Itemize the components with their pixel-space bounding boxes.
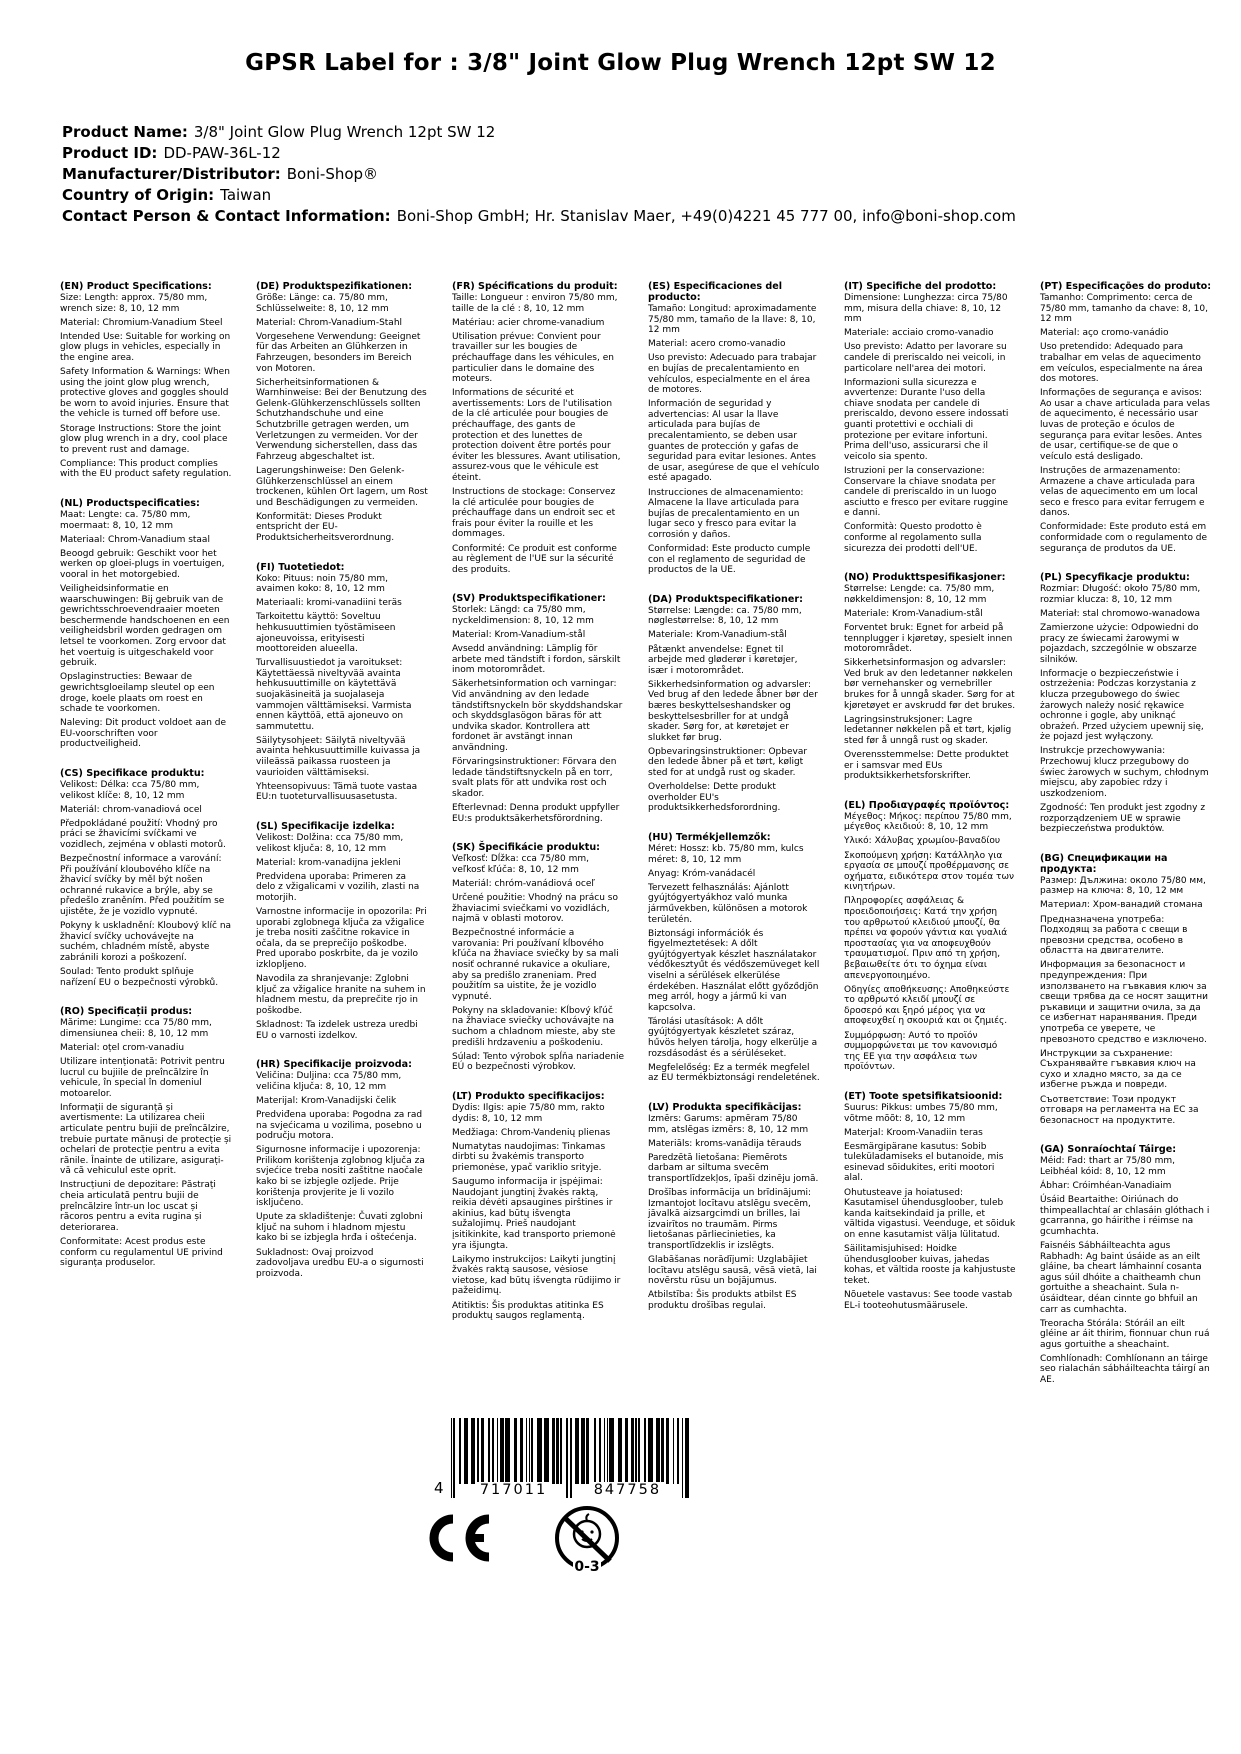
language-block-paragraph: Material: krom-vanadijna jekleni [256,857,401,868]
language-block-paragraph: Overensstemmelse: Dette produktet er i samsvar med EUs produktsikkerhetsforskrifter. [844,749,1009,782]
barcode-left-group: 717011 [477,1482,550,1498]
language-block-en [60,281,232,480]
spec-column [256,281,428,1297]
language-block-paragraph: Instructions de stockage: Conservez la clé articulée pour bougies de préchauffage dans un endroit sec et frais pour éviter la rouille et les dommages. [452,487,616,540]
language-block-paragraph: Naleving: Dit product voldoet aan de EU-voorschriften voor productveiligheid. [60,718,227,750]
language-block-el [844,800,1016,1073]
product-info-row [62,185,1241,206]
language-block-paragraph: Intended Use: Suitable for working on glow plugs in vehicles, especially in the engine area. [60,331,231,363]
product-info-value: Boni-Shop GmbH; Hr. Stanislav Maer, +49(0)4221 45 777 00, info@boni-shop.com [396,207,1016,225]
language-block-paragraph: Faisnéis Sábháilteachta agus Rabhadh: Ag baint úsáide as an eilt gláine, ba cheart lámhainní cosanta agus súil dhóite a chaitheamh chun gortuithe a sheachaint. Sula n-úsáidtear, déan cinnte go bhfuil an carr as cumhachta. [1040,1240,1202,1315]
product-info-section [62,122,1241,227]
language-block-paragraph: Información de seguridad y advertencias: Al usar la llave articulada para bujías de precalentamiento, se deben usar guantes de protección y gafas de seguridad para evitar lesiones. Antes de usar, asegúrese de que el vehículo esté apagado. [648,399,820,484]
language-block-paragraph: Zgodność: Ten produkt jest zgodny z rozporządzeniem UE w sprawie bezpieczeństwa produktów. [1040,802,1206,835]
language-block-paragraph: Atbilstība: Šis produkts atbilst ES produktu drošības regulai. [648,1290,797,1311]
language-block-paragraph: Instrucciones de almacenamiento: Almacene la llave articulada para bujías de precalentamiento en un lugar seco y fresco para evitar la corrosión y daños. [648,487,804,540]
language-block-heading: (DA) Produktspecifikationer: [648,593,803,605]
barcode-right-group: 847758 [591,1482,664,1498]
language-block-paragraph: Laikymo instrukcijos: Laikyti jungtinį žvakės raktą sausose, vėsiose vietose, kad būtų išvengta rūdijimo ir pažeidimų. [452,1254,621,1297]
language-block-paragraph: Predviđena uporaba: Pogodna za rad na svjećicama u vozilima, posebno u području motora. [256,1109,423,1142]
language-block-paragraph: Efterlevnad: Denna produkt uppfyller EU:s produktsäkerhetsförordning. [452,802,620,824]
language-block-paragraph: Material: Krom-Vanadium-stål [452,630,586,641]
language-block-paragraph: Bezpečnostné informácie a varovania: Pri používaní kĺbového kľúča na žhaviace sviečky by sa mali nosiť ochranné rukavice a okuliare, aby sa predišlo zraneniam. Pred použitím sa uistite, že je vozidlo vypnuté. [452,928,619,1002]
language-block-paragraph: Pokyny k uskladnění: Kloubový klíč na žhavicí svíčky uchovávejte na suchém, chladném místě, abyste zabránili korozi a poškození. [60,921,232,963]
language-block-paragraph: Πληροφορίες ασφάλειας & προειδοποιήσεις: Κατά την χρήση του αρθρωτού κλειδιού μπουζί, θα πρέπει να φορούν γάντια και γυαλιά προστασίας για να αποφευχθούν τραυματισμοί. Πριν από τη χρήση, βεβαιωθείτε ότι το όχημα είναι απενεργοποιημένο. [844,896,1008,981]
language-specs-grid [60,281,1241,1404]
language-block-heading: (EL) Προδιαγραφές προϊόντος: [844,799,1010,811]
language-block-paragraph: Ábhar: Cróimhéan-Vanadiaim [1040,1180,1172,1191]
language-block-paragraph: Tervezett felhasználás: Ajánlott gyújtógyertyákhoz való munka járművekben, különösen a motorok területén. [648,882,808,925]
language-block-paragraph: Určené použitie: Vhodný na prácu so žhaviacimi sviečkami vo vozidlách, najmä v oblasti motorov. [452,892,618,925]
language-block-lt [452,1091,624,1322]
spec-column [60,281,232,1287]
language-block-heading: (GA) Sonraíochtaí Táirge: [1040,1144,1177,1156]
language-block-paragraph: Dydis: Ilgis: apie 75/80 mm, rakto dydis: 8, 10, 12 mm [452,1102,605,1124]
language-block-paragraph: Säilytysohjeet: Säilytä niveltyvää avainta hehkusuuttimille kuivassa ja viileässä paikassa ruosteen ja vaurioiden välttämiseksi. [256,735,421,778]
language-block-heading: (ET) Toote spetsifikatsioonid: [844,1090,1003,1102]
language-block-paragraph: Materjal: Kroom-Vanadiin teras [844,1127,983,1138]
language-block-paragraph: Avsedd användning: Lämplig för arbete med tändstift i fordon, särskilt inom motorområdet. [452,644,621,676]
language-block-paragraph: Mărime: Lungime: cca 75/80 mm, dimensiunea cheii: 8, 10, 12 mm [60,1018,212,1039]
language-block-paragraph: Matériau: acier chrome-vanadium [452,317,605,328]
language-block-paragraph: Sikkerhetsinformasjon og advarsler: Ved bruk av den ledetanner nøkkelen bør vernehansker og vernebriller brukes for å unngå skader. Sørg for at kjøretøyet er avskrudd før det brukes. [844,658,1016,711]
language-block-lv [648,1102,820,1312]
language-block-paragraph: Sicherheitsinformationen & Warnhinweise: Bei der Benutzung des Gelenk-Glühkerzenschlüssels sollten Schutzhandschuhe und eine Schutzbrille getragen werden, um Verletzungen zu vermeiden. Vor der Verwendung sicherstellen, dass das Fahrzeug abgeschaltet ist. [256,377,427,462]
language-block-paragraph: Velikost: Délka: cca 75/80 mm, velikost klíče: 8, 10, 12 mm [60,779,200,801]
language-block-ga [1040,1144,1212,1385]
language-block-paragraph: Bezpečnostní informace a varování: Při používání kloubového klíče na žhavicí svíčky by měl být nošen ochranné rukavice a brýle, aby se předešlo zraněním. Před použitím se ujistěte, že je vozidlo vypnuté. [60,854,225,917]
language-block-paragraph: Veiligheidsinformatie en waarschuwingen: Bij gebruik van de gewrichtsschroevendraaier moeten beschermende handschoenen en een veiligheidsbril worden gedragen om letsel te voorkomen. Zorg ervoor dat het voertuig is uitgeschakeld voor gebruik. [60,584,230,669]
language-block-paragraph: Eesmärgipärane kasutus: Sobib tuleküladamiseks el butanoide, mis esinevad sõidukites, eriti mootori alal. [844,1141,1004,1184]
language-block-paragraph: Lagerungshinweise: Den Gelenk-Glühkerzenschlüssel an einem trockenen, kühlen Ort lagern, um Rost und Beschädigungen zu vermeiden. [256,465,428,508]
language-block-heading: (RO) Specificații produs: [60,1006,193,1018]
language-block-paragraph: Material: Chrom-Vanadium-Stahl [256,317,403,328]
language-block-heading: (NL) Productspecificaties: [60,498,200,509]
language-block-paragraph: Materiale: acciaio cromo-vanadio [844,328,994,339]
age-warning-icon [552,1498,622,1598]
language-block-paragraph: Säilitamisjuhised: Hoidke ühendusgloober kuivas, jahedas kohas, et vältida rooste ja kahjustuste teket. [844,1244,1016,1286]
language-block-paragraph: Lagringsinstruksjoner: Lagre ledetanner nøkkelen på et tørt, kjølig sted før å unngå rust og skader. [844,714,1012,746]
language-block-hr [256,1059,428,1279]
language-block-heading: (HR) Specifikacije proizvoda: [256,1059,412,1071]
age-warning-label: 0-3 [574,1559,600,1575]
language-block-paragraph: Informações de segurança e avisos: Ao usar a chave articulada para velas de aquecimento, é necessário usar luvas de proteção e óculos de segurança para evitar lesões. Antes de usar, certifique-se de que o veículo está desligado. [1040,388,1210,462]
language-block-paragraph: Soulad: Tento produkt splňuje nařízení EU o bezpečnosti výrobků. [60,966,219,988]
product-info-row [62,206,1241,227]
language-block-paragraph: Instrucțiuni de depozitare: Păstrați cheia articulată pentru bujii de preîncălzire într-un loc uscat și răcoros pentru a evita rugina și deteriorarea. [60,1180,216,1233]
language-block-paragraph: Istruzioni per la conservazione: Conservare la chiave snodata per candele di preriscaldo in un luogo asciutto e fresco per evitare ruggine e danni. [844,465,1009,519]
language-block-hu [648,832,820,1084]
language-block-paragraph: Materiaali: kromi-vanadiini teräs [256,598,402,609]
spec-column [648,281,820,1330]
language-block-paragraph: Varnostne informacije in opozorila: Pri uporabi zglobnega ključa za vžigalice je treba nositi zaščitne rokavice in očala, da se preprečijo poškodbe. Pred uporabo poskrbite, da je vozilo izklopljeno. [256,907,427,970]
language-block-heading: (EN) Product Specifications: [60,281,212,292]
language-block-heading: (NO) Produkttspesifikasjoner: [844,572,1006,584]
language-block-paragraph: Conformité: Ce produit est conforme au règlement de l'UE sur la sécurité des produits. [452,543,617,575]
language-block-paragraph: Overholdelse: Dette produkt overholder EU's produktsikkerhedsforordning. [648,782,781,814]
product-info-label: Country of Origin: [62,186,215,204]
language-block-paragraph: Veľkosť: Dĺžka: cca 75/80 mm, veľkosť kľúča: 8, 10, 12 mm [452,854,589,875]
product-info-value: Taiwan [220,186,272,204]
language-block-heading: (FR) Spécifications du produit: [452,281,618,292]
language-block-paragraph: Sukladnost: Ovaj proizvod zadovoljava uredbu EU-a o sigurnosti proizvoda. [256,1247,424,1279]
language-block-cs [60,768,232,988]
language-block-paragraph: Opbevaringsinstruktioner: Opbevar den ledede åbner på et tørt, køligt sted for at undgå rust og skader. [648,746,808,779]
language-block-heading: (DE) Produktspezifikationen: [256,281,413,292]
language-block-paragraph: Informații de siguranță și avertismente: La utilizarea cheii articulate pentru bujii de preîncălzire, trebuie purtate mănuși de protecție și ochelari de protecție pentru a evita rănile. Înainte de utilizare, asigurați-vă că vehiculul este oprit. [60,1102,232,1177]
language-block-paragraph: Tarkoitettu käyttö: Soveltuu hehkusuuttimien työstämiseen ajoneuvoissa, erityisesti moottoreiden alueella. [256,612,396,655]
language-block-paragraph: Size: Length: approx. 75/80 mm, wrench size: 8, 10, 12 mm [60,293,208,314]
language-block-paragraph: Ohutusteave ja hoiatused: Kasutamisel ühendusgloober, tuleb kanda kaitsekindaid ja prille, et vältida vigastusi. Veenduge, et sõiduk on enne kasutamist välja lülitatud. [844,1187,1016,1240]
language-block-heading: (SL) Specifikacije izdelka: [256,820,395,832]
language-block-paragraph: Materiale: Krom-Vanadium-stål [844,608,983,619]
language-block-paragraph: Konformität: Dieses Produkt entspricht der EU-Produktsicherheitsverordnung. [256,511,395,543]
language-block-paragraph: Koko: Pituus: noin 75/80 mm, avaimen koko: 8, 10, 12 mm [256,573,388,595]
language-block-paragraph: Материал: Хром-ванадий стомана [1040,900,1203,911]
product-info-value: Boni-Shop® [286,165,379,183]
language-block-heading: (LV) Produkta specifikācijas: [648,1101,802,1113]
language-block-ro [60,1006,232,1269]
language-block-heading: (ES) Especificaciones del producto: [648,281,783,303]
language-block-paragraph: Saugumo informacija ir įspėjimai: Naudojant jungtinį žvakės raktą, reikia dėvėti apsaugines pirštines ir akinius, kad būtų išvengta sužalojimų. Prieš naudojant įsitikinkite, kad transporto priemonė yra išjungta. [452,1176,616,1251]
language-block-paragraph: Dimensione: Lunghezza: circa 75/80 mm, misura della chiave: 8, 10, 12 mm [844,293,1008,325]
language-block-paragraph: Beoogd gebruik: Geschikt voor het werken op gloei-plugs in voertuigen, vooral in het motorgebied. [60,548,225,580]
language-block-paragraph: Materijal: Krom-Vanadijski čelik [256,1095,397,1106]
language-block-paragraph: Biztonsági információk és figyelmeztetések: A dőlt gyújtógyertyak készlet használatakor védőkesztyűt és védőszemüveget kell viselni a sérülések elkerülése érdekében. Használat előtt győződjön meg arról, hogy a jármű ki van kapcsolva. [648,928,820,1013]
language-block-paragraph: Súlad: Tento výrobok spĺňa nariadenie EÚ o bezpečnosti výrobkov. [452,1051,625,1073]
language-block-paragraph: Påtænkt anvendelse: Egnet til arbejde med gløderør i køretøjer, især i motorområdet. [648,644,798,676]
language-block-paragraph: Anyag: Króm-vanádacél [648,868,756,879]
language-block-paragraph: Skladnost: Ta izdelek ustreza uredbi EU o varnosti izdelkov. [256,1019,418,1041]
language-block-pt [1040,281,1212,554]
language-block-paragraph: Materiāls: kroms-vanādija tērauds [648,1138,802,1149]
language-block-paragraph: Materiaal: Chrom-Vanadium staal [60,534,210,545]
language-block-paragraph: Pokyny na skladovanie: Kĺbový kľúč na žhaviace sviečky uchovávajte na suchom a chladnom mieste, aby ste predišli hrdzaveniu a poškodeniu. [452,1005,616,1048]
language-block-paragraph: Taille: Longueur : environ 75/80 mm, taille de la clé : 8, 10, 12 mm [452,293,618,314]
language-block-paragraph: Zamierzone użycie: Odpowiedni do pracy ze świecami żarowymi w pojazdach, szczególnie w obszarze silników. [1040,622,1199,665]
language-block-paragraph: Opslaginstructies: Bewaar de gewrichtsgloeilamp sleutel op een droge, koele plaats om roest en schade te voorkomen. [60,672,215,715]
language-block-paragraph: Úsáid Beartaithe: Oiriúnach do thimpeallachtaí ar chlasáin glóthach i gcarranna, go háirithe i réimse na gcumhachta. [1040,1195,1210,1237]
language-block-paragraph: Treoracha Stórála: Stóráil an eilt gléine ar áit thirim, fionnuar chun ruá agus gortuithe a sheachaint. [1040,1318,1210,1350]
language-block-paragraph: Material: oțel crom-vanadiu [60,1042,185,1053]
product-info-row [62,143,1241,164]
language-block-paragraph: Størrelse: Lengde: ca. 75/80 mm, nøkkeldimensjon: 8, 10, 12 mm [844,584,995,605]
product-info-value: 3/8" Joint Glow Plug Wrench 12pt SW 12 [193,123,496,141]
spec-column [452,281,624,1340]
language-block-paragraph: Megfelelőség: Ez a termék megfelel az EU termékbiztonsági rendeletének. [648,1062,820,1084]
language-block-paragraph: Forventet bruk: Egnet for arbeid på tennplugger i kjøretøy, spesielt innen motorområdet. [844,622,1013,655]
language-block-paragraph: Materiál: chróm-vanádiová oceľ [452,878,595,889]
language-block-fi [256,562,428,803]
language-block-paragraph: Předpokládané použití: Vhodný pro práci se žhavicími svíčkami ve vozidlech, zejména v oblasti motorů. [60,818,226,850]
language-block-paragraph: Informacje o bezpieczeństwie i ostrzeżenia: Podczas korzystania z klucza przegubowego do świec żarowych należy nosić rękawice ochronne i gogle, aby uniknąć obrażeń. Przed użyciem upewnij się, że pojazd jest wyłączony. [1040,668,1204,743]
spec-column [1040,281,1212,1404]
language-block-paragraph: Tamanho: Comprimento: cerca de 75/80 mm, tamanho da chave: 8, 10, 12 mm [1040,293,1208,325]
language-block-paragraph: Medžiaga: Chrom-Vandenių plienas [452,1127,611,1138]
language-block-paragraph: Maat: Lengte: ca. 75/80 mm, moermaat: 8, 10, 12 mm [60,510,191,531]
language-block-heading: (BG) Спецификации на продукта: [1040,852,1168,875]
product-info-row [62,164,1241,185]
language-block-paragraph: Informazioni sulla sicurezza e avvertenze: Durante l'uso della chiave snodata per candele di preriscaldo, devono essere indossati guanti protettivi e occhiali di protezione per evitare infortuni. Prima dell'uso, assicurarsi che il veicolo sia spento. [844,377,1009,462]
language-block-paragraph: Uso previsto: Adecuado para trabajar en bujías de precalentamiento en vehículos, especialmente en el área de motores. [648,353,817,396]
language-block-paragraph: Instruções de armazenamento: Armazene a chave articulada para velas de aquecimento em um local seco e fresco para evitar ferrugem e danos. [1040,465,1205,519]
language-block-es [648,281,820,576]
language-block-paragraph: Compliance: This product complies with the EU product safety regulation. [60,458,232,480]
language-block-paragraph: Instrukcje przechowywania: Przechowuj klucz przegubowy do świec żarowych w suchym, chłodnym miejscu, aby zapobiec rdzy i uszkodzeniom. [1040,746,1209,799]
ce-mark-icon [420,1512,494,1568]
language-block-heading: (HU) Termékjellemzők: [648,831,771,843]
language-block-paragraph: Conformidad: Este producto cumple con el reglamento de seguridad de productos de la UE. [648,543,811,576]
language-block-paragraph: Predvidena uporaba: Primeren za delo z vžigalicami v vozilih, zlasti na motorjih. [256,871,420,903]
language-block-sv [452,593,624,824]
language-block-paragraph: Μέγεθος: Μήκος: περίπου 75/80 mm, μέγεθος κλειδιού: 8, 10, 12 mm [844,811,1012,833]
language-block-paragraph: Conformitate: Acest produs este conform cu regulamentul UE privind siguranța produselor. [60,1236,223,1269]
language-block-paragraph: Vorgesehene Verwendung: Geeignet für das Arbeiten an Glühkerzen in Fahrzeugen, besonders im Bereich von Motoren. [256,331,421,374]
language-block-paragraph: Размер: Дължина: около 75/80 мм, размер на ключа: 8, 10, 12 мм [1040,875,1206,897]
barcode-bars [451,1418,691,1498]
language-block-paragraph: Υλικό: Χάλυβας χρωμίου-βαναδίου [844,836,1001,847]
language-block-heading: (LT) Produkto specifikacijos: [452,1090,605,1102]
language-block-nl [60,498,232,750]
language-block-heading: (IT) Specifiche del prodotto: [844,281,997,292]
language-block-paragraph: Utilisation prévue: Convient pour travailler sur les bougies de préchauffage dans les véhicules, en particulier dans le domaine des moteurs. [452,331,614,385]
product-info-label: Product Name: [62,123,188,141]
language-block-paragraph: Izmērs: Garums: apmēram 75/80 mm, atslēgas izmērs: 8, 10, 12 mm [648,1113,809,1135]
language-block-heading: (FI) Tuotetiedot: [256,561,345,573]
language-block-paragraph: Méid: Fad: thart ar 75/80 mm, Leibhéal kóid: 8, 10, 12 mm [1040,1156,1175,1177]
language-block-paragraph: Materiál: chrom-vanadiová ocel [60,804,202,815]
language-block-paragraph: Numatytas naudojimas: Tinkamas dirbti su žvakėmis transporto priemonėse, ypač variklio srityje. [452,1141,606,1173]
language-block-et [844,1091,1016,1311]
language-block-paragraph: Съответствие: Този продукт отговаря на регламента на ЕС за безопасност на продуктите. [1040,1094,1199,1126]
product-info-value: DD-PAW-36L-12 [163,144,281,162]
language-block-paragraph: Предназначена употреба: Подходящ за работа с свещи в превозни средства, особено в областта на двигателите. [1040,914,1188,957]
language-block-paragraph: Инструкции за съхранение: Съхранявайте гъвкавия ключ на сухо и хладно място, за да се избегне ръжда и повреди. [1040,1048,1196,1091]
language-block-paragraph: Drošības informācija un brīdinājumi: Izmantojot locītavu atslēgu svecēm, jāvalkā aizsargcimdi un brilles, lai izvairītos no traumām. Pirms lietošanas pārliecinieties, ka transportlīdzeklis ir izslēgts. [648,1187,812,1251]
language-block-paragraph: Säkerhetsinformation och varningar: Vid användning av den ledade tändstiftsnyckeln bör skyddshandskar och skyddsglasögon bäras för att undvika skador. Kontrollera att fordonet är avstängt innan användning. [452,679,623,753]
language-block-paragraph: Materiale: Krom-Vanadium-stål [648,630,787,641]
language-block-heading: (PT) Especificações do produto: [1040,281,1212,292]
language-block-paragraph: Nõuetele vastavus: See toode vastab EL-i tooteohutusmäärusele. [844,1289,1013,1311]
language-block-paragraph: Συμμόρφωση: Αυτό το προϊόν συμμορφώνεται με τον κανονισμό της ΕΕ για την ασφάλεια των προϊόντων. [844,1030,998,1073]
language-block-paragraph: Méret: Hossz: kb. 75/80 mm, kulcs méret: 8, 10, 12 mm [648,843,804,865]
language-block-paragraph: Veličina: Duljina: cca 75/80 mm, veličina ključa: 8, 10, 12 mm [256,1071,402,1092]
barcode [428,1416,696,1500]
language-block-paragraph: Информация за безопасност и предупреждения: При използването на гъвкавия ключ за свещи трябва да се носят защитни ръкавици и защитни очила, за да се избегнат наранявания. Преди употреба се уверете, че превозното средство е изключено. [1040,960,1208,1045]
language-block-sl [256,821,428,1041]
language-block-paragraph: Σκοπούμενη χρήση: Κατάλληλο για εργασία σε μπουζί προθέρμανσης σε οχήματα, ειδικότερα στον τομέα των κινητήρων. [844,850,1015,893]
language-block-paragraph: Velikost: Dolžina: cca 75/80 mm, velikost ključa: 8, 10, 12 mm [256,832,404,854]
language-block-sk [452,842,624,1073]
language-block-paragraph: Storage Instructions: Store the joint glow plug wrench in a dry, cool place to prevent rust and damage. [60,423,228,455]
language-block-paragraph: Förvaringsinstruktioner: Förvara den ledade tändstiftsnyckeln på en torr, svalt plats för att undvika rost och skador. [452,757,617,799]
language-block-paragraph: Tárolási utasítások: A dőlt gyújtógyertyak készletet száraz, hűvös helyen tárolja, hogy elkerülje a rozsdásodást és a sérüléseket. [648,1016,818,1059]
language-block-paragraph: Utilizare intenționată: Potrivit pentru lucrul cu bujiile de preîncălzire în vehicule, în special în domeniul motoarelor. [60,1056,225,1099]
language-block-paragraph: Suurus: Pikkus: umbes 75/80 mm, võtme mõõt: 8, 10, 12 mm [844,1102,998,1124]
language-block-paragraph: Material: Chromium-Vanadium Steel [60,317,223,328]
product-info-label: Manufacturer/Distributor: [62,165,281,183]
language-block-pl [1040,572,1212,835]
language-block-paragraph: Storlek: Längd: ca 75/80 mm, nyckeldimension: 8, 10, 12 mm [452,605,594,626]
language-block-paragraph: Rozmiar: Długość: około 75/80 mm, rozmiar klucza: 8, 10, 12 mm [1040,584,1201,605]
language-block-paragraph: Upute za skladištenje: Čuvati zglobni ključ na suhom i hladnom mjestu kako bi se izbjegla hrđa i oštećenja. [256,1212,423,1244]
language-block-paragraph: Material: aço cromo-vanádio [1040,328,1169,339]
language-block-heading: (PL) Specyfikacje produktu: [1040,572,1190,584]
language-block-paragraph: Comhlíonadh: Comhlíonann an táirge seo rialachán sábháilteachta táirgí an AE. [1040,1353,1210,1386]
language-block-paragraph: Tamaño: Longitud: aproximadamente 75/80 mm, tamaño de la llave: 8, 10, 12 mm [648,304,817,336]
language-block-paragraph: Conformità: Questo prodotto è conforme al regolamento sulla sicurezza dei prodotti dell'UE. [844,522,982,554]
spec-column [844,281,1016,1329]
product-info-label: Product ID: [62,144,158,162]
language-block-paragraph: Conformidade: Este produto está em conformidade com o regulamento de segurança de produtos da UE. [1040,522,1208,554]
language-block-bg [1040,853,1212,1127]
language-block-paragraph: Οδηγίες αποθήκευσης: Αποθηκεύστε το αρθρωτό κλειδί μπουζί σε δροσερό και ξηρό μέρος για να αποφευχθεί η σκουριά και οι ζημιές. [844,984,1010,1027]
language-block-paragraph: Turvallisuustiedot ja varoitukset: Käytettäessä niveltyvää avainta hehkusuuttimille on käytettävä suojakäsineitä ja suojalaseja vammojen välttämiseksi. Varmista ennen käyttöä, että ajoneuvo on sammutettu. [256,658,412,732]
language-block-paragraph: Materiał: stal chromowo-wanadowa [1040,608,1201,619]
language-block-de [256,281,428,544]
language-block-no [844,572,1016,782]
language-block-paragraph: Størrelse: Længde: ca. 75/80 mm, nøglestørrelse: 8, 10, 12 mm [648,605,802,627]
language-block-paragraph: Navodila za shranjevanje: Zglobni ključ za vžigalice hranite na suhem in hladnem mestu, da preprečite rjo in poškodbe. [256,974,426,1016]
language-block-paragraph: Sikkerhedsinformation og advarsler: Ved brug af den ledede åbner bør der bæres beskyttelseshandsker og beskyttelsesbriller for at undgå skader. Sørg for, at køretøjet er slukket før brug. [648,679,818,743]
language-block-paragraph: Atitiktis: Šis produktas atitinka ES produktų saugos reglamentą. [452,1300,604,1322]
page-title: GPSR Label for : 3/8" Joint Glow Plug Wrench 12pt SW 12 [245,50,996,76]
product-info-row [62,122,1241,143]
language-block-paragraph: Safety Information & Warnings: When using the joint glow plug wrench, protective gloves and goggles should be worn to avoid injuries. Ensure that the vehicle is turned off before use. [60,367,230,420]
language-block-paragraph: Yhteensopivuus: Tämä tuote vastaa EU:n tuoteturvallisuusasetusta. [256,781,418,803]
language-block-paragraph: Größe: Länge: ca. 75/80 mm, Schlüsselweite: 8, 10, 12 mm [256,293,389,314]
barcode-digits [457,1482,685,1498]
language-block-fr [452,281,624,575]
language-block-paragraph: Sigurnosne informacije i upozorenja: Prilikom korištenja zglobnog ključa za svjećice treba nositi zaštitne naočale kako bi se izbjegle ozljede. Prije korištenja provjerite je li vozilo isključeno. [256,1145,425,1209]
language-block-paragraph: Informations de sécurité et avertissements: Lors de l'utilisation de la clé articulée pour bougies de préchauffage, des gants de protection et des lunettes de protection doivent être portés pour éviter les blessures. Avant utilisation, assurez-vous que le véhicule est éteint. [452,388,621,483]
language-block-paragraph: Material: acero cromo-vanadio [648,339,786,350]
language-block-heading: (CS) Specifikace produktu: [60,767,205,779]
language-block-paragraph: Uso pretendido: Adequado para trabalhar em velas de aquecimento em veículos, especialmente na área dos motores. [1040,342,1203,385]
product-info-label: Contact Person & Contact Information: [62,207,391,225]
barcode-lead-digit: 4 [434,1479,444,1497]
language-block-paragraph: Paredzētā lietošana: Piemērots darbam ar siltuma svecēm transportlīdzekļos, īpaši dzinēju jomā. [648,1152,819,1184]
language-block-heading: (SK) Špecifikácie produktu: [452,842,601,854]
language-block-paragraph: Uso previsto: Adatto per lavorare su candele di preriscaldo nei veicoli, in particolare nell'area dei motori. [844,342,1007,374]
language-block-heading: (SV) Produktspecifikationer: [452,593,606,605]
language-block-paragraph: Glabāšanas norādījumi: Uzglabājiet locītavu atslēgu sausā, vēsā vietā, lai novērstu rūsu un bojājumus. [648,1255,817,1287]
language-block-da [648,594,820,814]
language-block-it [844,281,1016,554]
